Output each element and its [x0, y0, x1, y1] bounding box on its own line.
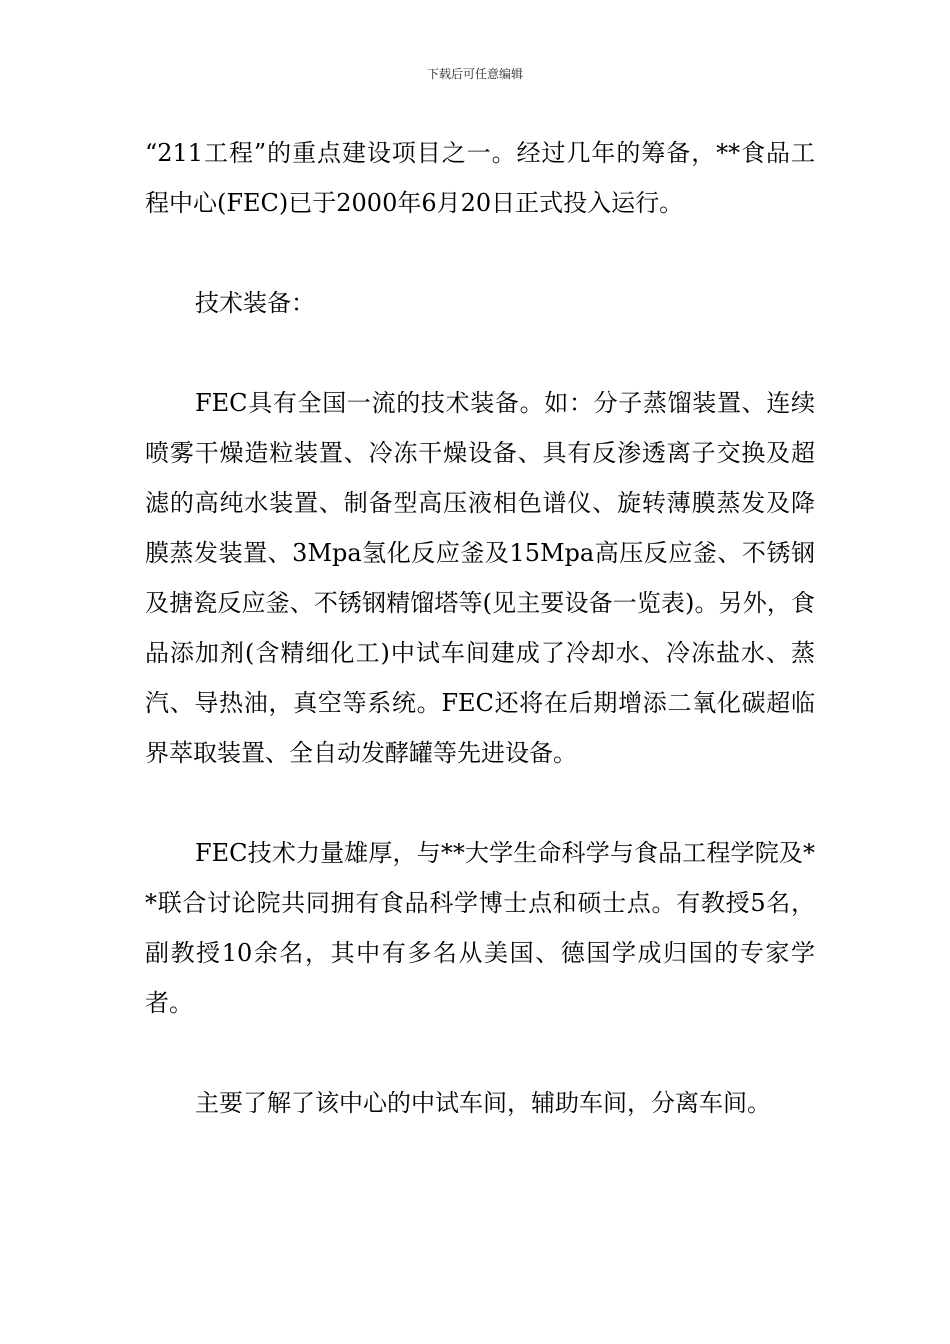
- document-body: [145, 128, 815, 1128]
- paragraph-visit-summary: 主要了解了该中心的中试车间，辅助车间，分离车间。: [195, 1089, 771, 1117]
- section-heading-technical-equipment: 技术装备：: [195, 289, 315, 317]
- paragraph-intro-continued: “211工程”的重点建设项目之一。经过几年的筹备，**食品工程中心(FEC)已于2000年6月20日正式投入运行。: [145, 139, 815, 217]
- paragraph-technical-strength: FEC技术力量雄厚，与**大学生命科学与食品工程学院及**联合讨论院共同拥有食品科学博士点和硕士点。有教授5名，副教授10余名，其中有多名从美国、德国学成归国的专家学者。: [145, 839, 815, 1017]
- paragraph-technical-equipment: FEC具有全国一流的技术装备。如：分子蒸馏装置、连续喷雾干燥造粒装置、冷冻干燥设备、具有反渗透离子交换及超滤的高纯水装置、制备型高压液相色谱仪、旋转薄膜蒸发及降膜蒸发装置、3Mpa氢化反应釜及15Mpa高压反应釜、不锈钢及搪瓷反应釜、不锈钢精馏塔等(见主要设备一览表)。另外，食品添加剂(含精细化工)中试车间建成了冷却水、冷冻盐水、蒸汽、导热油，真空等系统。FEC还将在后期增添二氧化碳超临界萃取装置、全自动发酵罐等先进设备。: [145, 389, 815, 767]
- page-header-note: 下载后可任意编辑: [426, 67, 523, 81]
